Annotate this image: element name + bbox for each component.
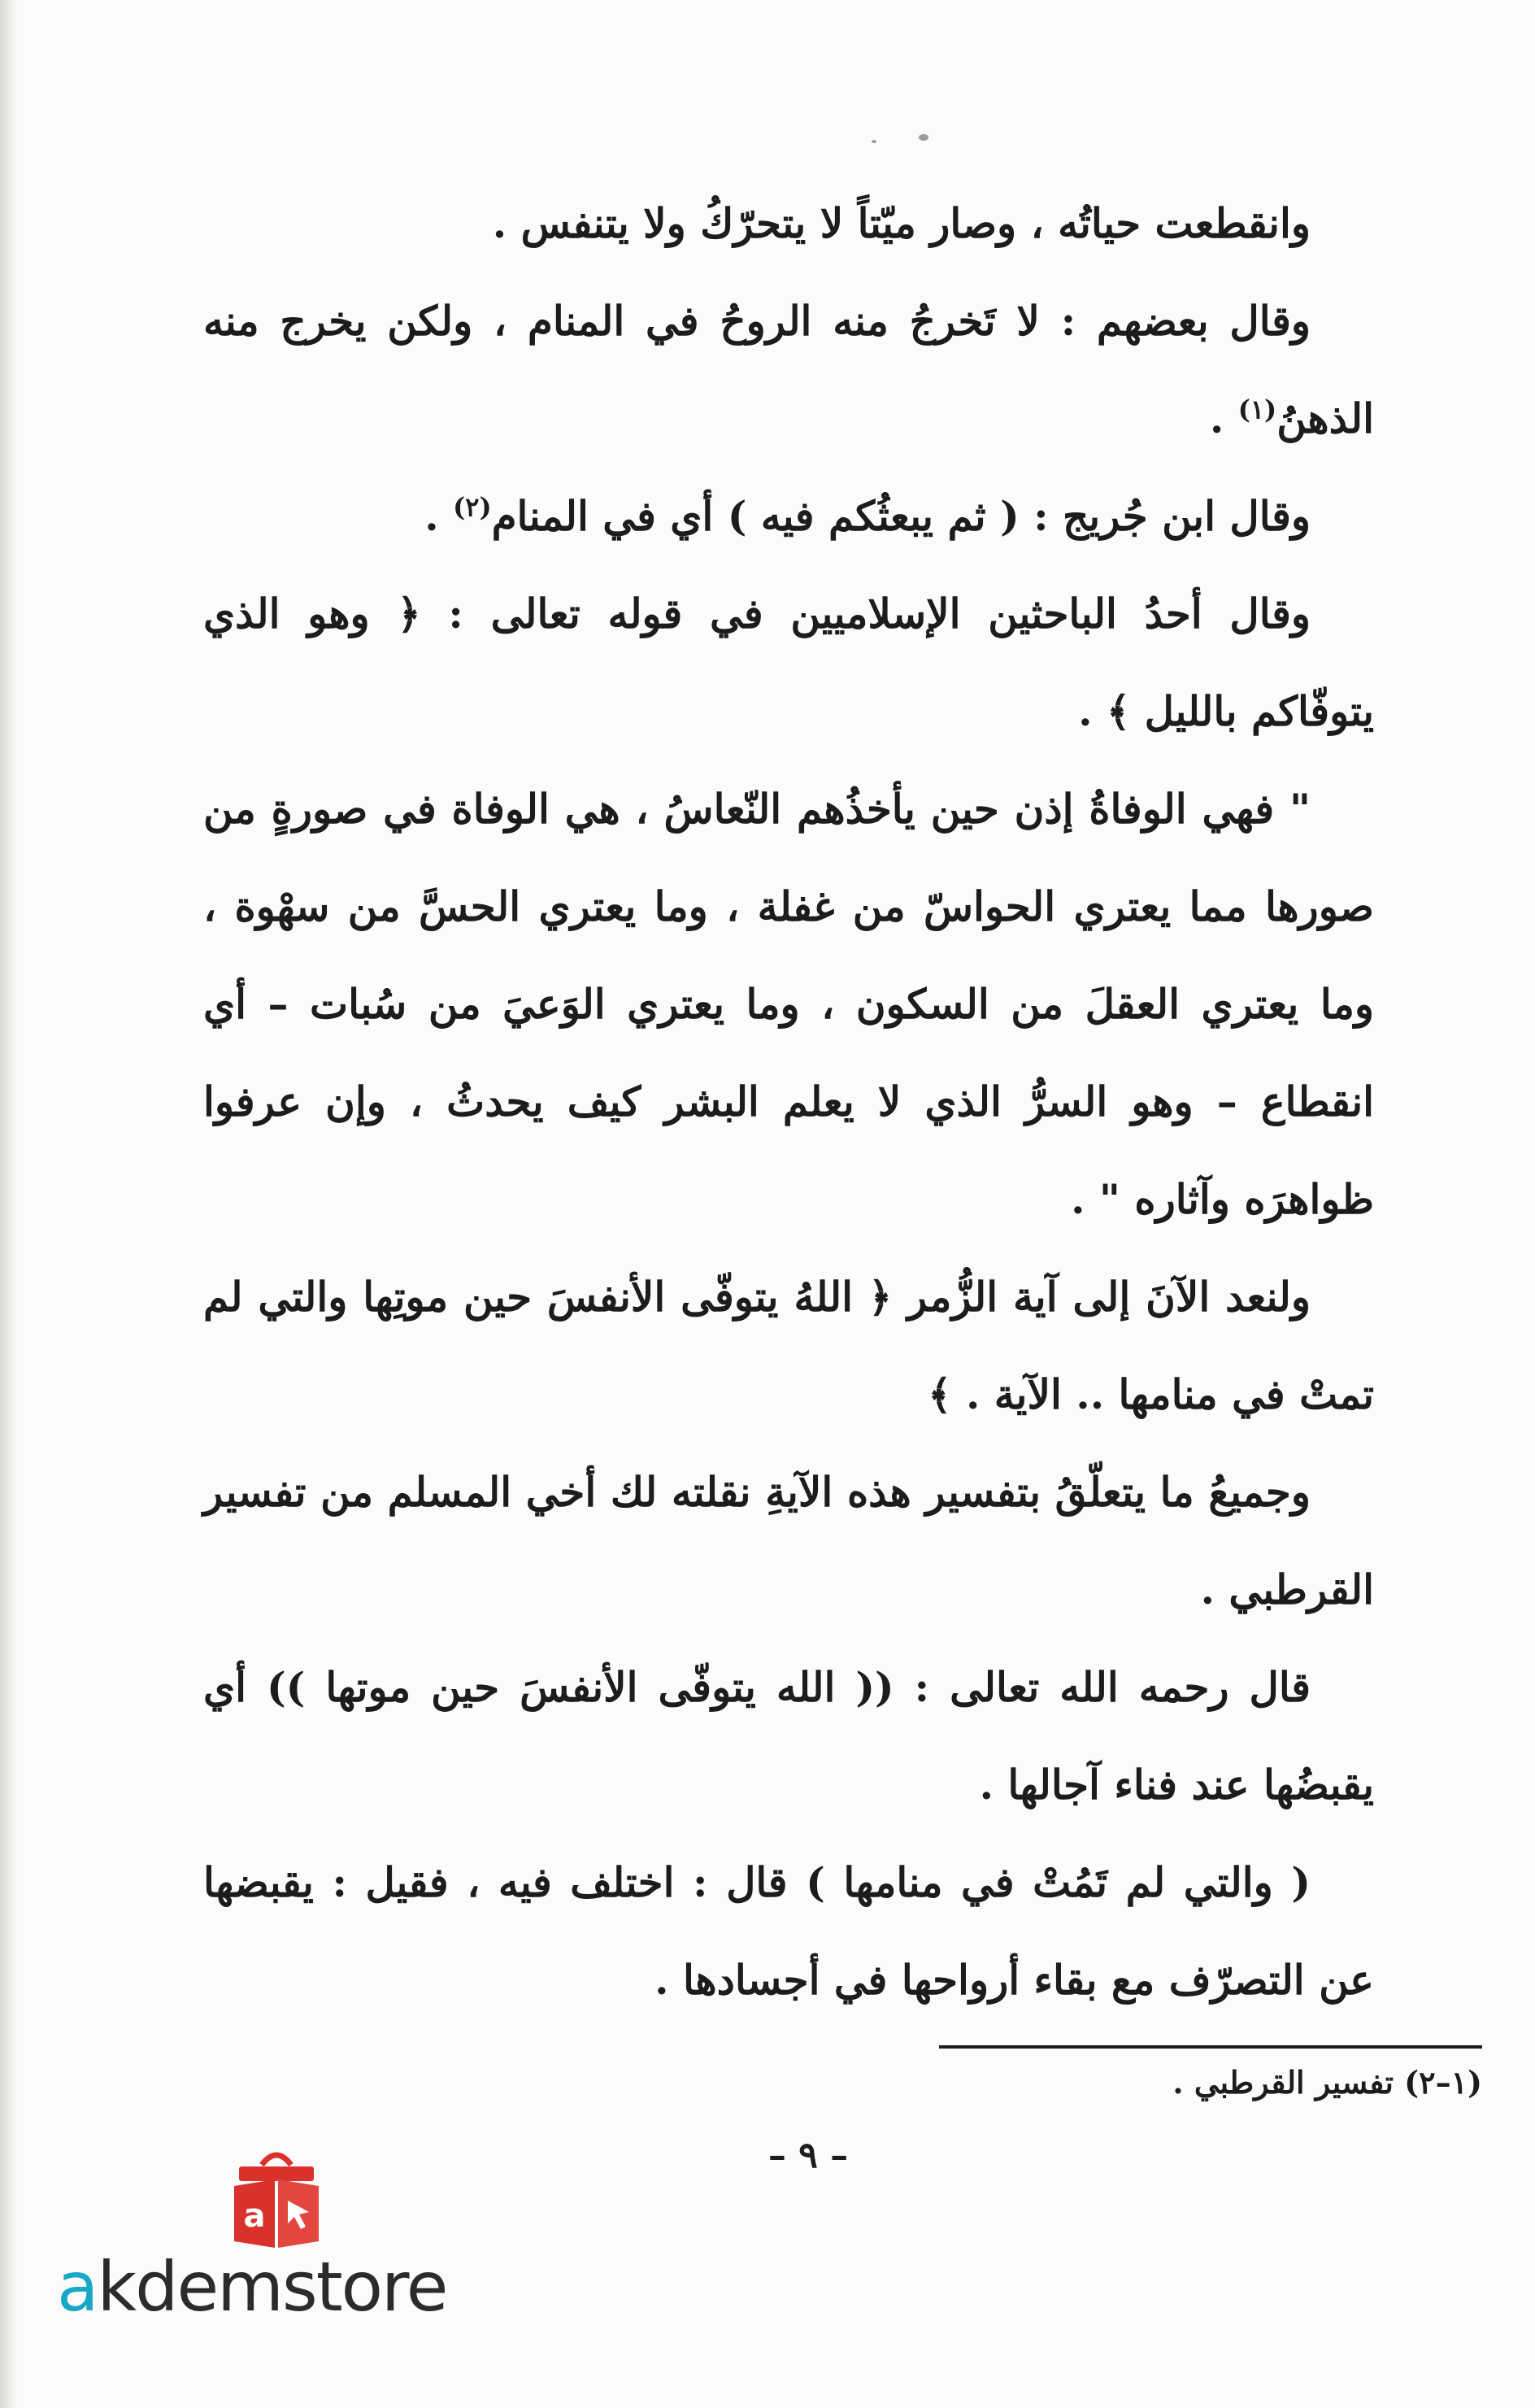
paragraph-8-text: قال رحمه الله تعالى : (( الله يتوفّى الأنفسَ حين موتها )) أي يقبضُها عند فناء آجالها . <box>203 1663 1374 1809</box>
akdemstore-logo <box>57 2147 512 2326</box>
paragraph-4 <box>203 565 1374 760</box>
paragraph-5-text: " فهي الوفاةُ إذن حين يأخذُهم النّعاسُ ، هي الوفاة في صورةٍ من صورها مما يعتري الحواسّ من غفلة ، وما يعتري الحسَّ من سهْوة ، وما يعتري العقلَ من السكون ، وما يعتري الوَعيَ من سُبات – أي انقطاع – وهو السرُّ الذي لا يعلم البشر كيف يحدثُ ، وإن عرفوا ظواهرَه وآثاره " . <box>203 785 1374 1223</box>
paragraph-7-text: وجميعُ ما يتعلّقُ بتفسير هذه الآيةِ نقلته لك أخي المسلم من تفسير القرطبي . <box>203 1468 1374 1613</box>
footnote-divider <box>939 2045 1482 2049</box>
paragraph-2-end: . <box>1209 394 1238 442</box>
paragraph-6-text: ولنعد الآنَ إلى آية الزُّمر ﴿ اللهُ يتوفّى الأنفسَ حين موتِها والتي لم تمتْ في منامها .. الآية . ﴾ <box>203 1273 1374 1418</box>
logo-wordmark <box>57 2246 446 2327</box>
paragraph-1-text: وانقطعت حياتُه ، وصار ميّتاً لا يتحرّكُ ولا يتنفس . <box>492 199 1311 247</box>
paragraph-3-end: . <box>424 492 454 540</box>
paragraph-4-text: وقال أحدُ الباحثين الإسلاميين في قوله تعالى : ﴿ وهو الذي يتوفّاكم بالليل ﴾ . <box>203 590 1374 735</box>
body-text <box>203 175 1374 2029</box>
book-bag-icon <box>228 2147 325 2251</box>
paragraph-3-text: وقال ابن جُريج : ( ثم يبعثُكم فيه ) أي في المنام <box>491 492 1311 540</box>
page-edge-shadow <box>0 0 18 2408</box>
page-number: – ٩ – <box>768 2135 849 2176</box>
paragraph-2 <box>203 272 1374 468</box>
scan-speck <box>872 140 876 143</box>
paragraph-8 <box>203 1639 1374 1834</box>
paragraph-1 <box>203 175 1374 272</box>
paragraph-7 <box>203 1443 1374 1639</box>
logo-letter-a: a <box>57 2247 98 2327</box>
footnote: (١–٢) تفسير القرطبي . <box>1172 2064 1482 2101</box>
footnote-ref-2[interactable]: (٢) <box>453 491 492 523</box>
paragraph-3 <box>203 468 1374 565</box>
footnote-ref-1[interactable]: (١) <box>1237 394 1277 425</box>
paragraph-9 <box>203 1834 1374 2029</box>
paragraph-2-text: وقال بعضهم : لا تَخرجُ منه الروحُ في المنام ، ولكن يخرج منه الذهنُ <box>203 297 1374 442</box>
logo-text-rest: kdemstore <box>97 2247 447 2327</box>
paragraph-9-text: ( والتي لم تَمُتْ في منامها ) قال : اختلف فيه ، فقيل : يقبضها عن التصرّف مع بقاء أرواحها في أجسادها . <box>203 1858 1374 2004</box>
paragraph-6 <box>203 1248 1374 1443</box>
scan-speck <box>919 134 928 141</box>
paragraph-5 <box>203 760 1374 1248</box>
svg-text:a: a <box>243 2197 266 2235</box>
